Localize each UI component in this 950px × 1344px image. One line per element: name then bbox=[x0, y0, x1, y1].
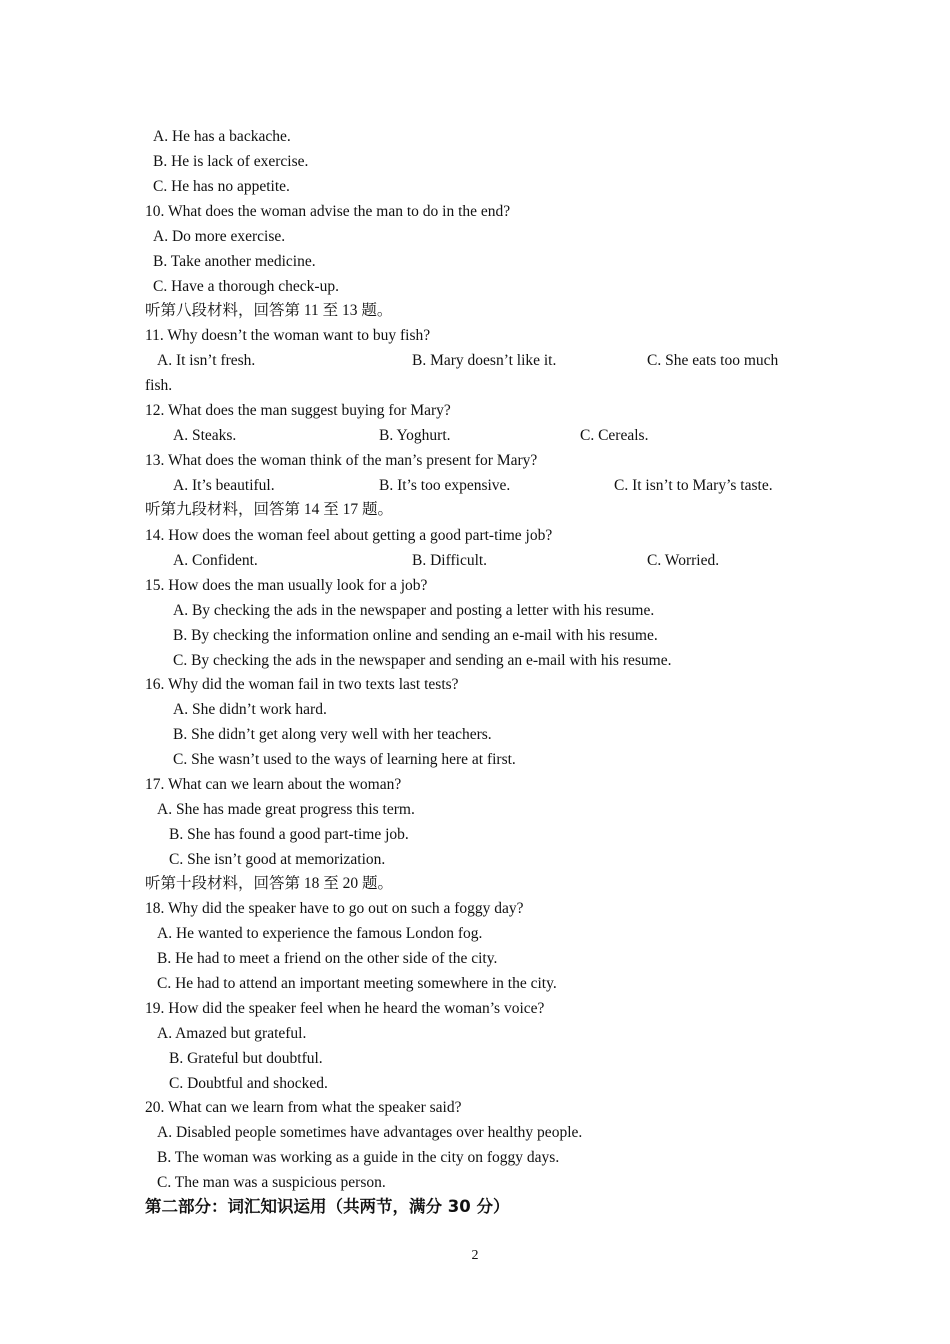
q11-option-c-part2: fish. bbox=[145, 377, 173, 394]
q13-option-b: B. It’s too expensive. bbox=[379, 477, 511, 494]
q11-option-b: B. Mary doesn’t like it. bbox=[412, 352, 557, 369]
q10-option-a: A. Do more exercise. bbox=[153, 228, 286, 245]
q9-option-c: C. He has no appetite. bbox=[153, 178, 290, 195]
q16-option-a: A. She didn’t work hard. bbox=[173, 701, 327, 718]
section-8-instruction: 听第八段材料，回答第 11 至 13 题。 bbox=[145, 302, 393, 319]
q15-option-a: A. By checking the ads in the newspaper and posting a letter with his resume. bbox=[173, 602, 655, 619]
q11-option-c-part1: C. She eats too much bbox=[647, 352, 779, 369]
q17-option-c: C. She isn’t good at memorization. bbox=[169, 851, 386, 868]
q13-option-a: A. It’s beautiful. bbox=[173, 477, 275, 494]
q17-stem: 17. What can we learn about the woman? bbox=[145, 776, 402, 793]
q20-option-a: A. Disabled people sometimes have advantages over healthy people. bbox=[157, 1124, 583, 1141]
q14-option-b: B. Difficult. bbox=[412, 552, 488, 569]
q9-option-a: A. He has a backache. bbox=[153, 128, 291, 145]
q19-option-c: C. Doubtful and shocked. bbox=[169, 1075, 328, 1092]
q13-stem: 13. What does the woman think of the man’s present for Mary? bbox=[145, 452, 538, 469]
q14-option-a: A. Confident. bbox=[173, 552, 258, 569]
q20-option-c: C. The man was a suspicious person. bbox=[157, 1174, 386, 1191]
q10-option-b: B. Take another medicine. bbox=[153, 253, 316, 270]
q12-option-b: B. Yoghurt. bbox=[379, 427, 451, 444]
q18-stem: 18. Why did the speaker have to go out on such a foggy day? bbox=[145, 900, 524, 917]
page-number: 2 bbox=[471, 1248, 479, 1263]
q12-option-c: C. Cereals. bbox=[580, 427, 649, 444]
q12-option-a: A. Steaks. bbox=[173, 427, 237, 444]
q18-option-b: B. He had to meet a friend on the other side of the city. bbox=[157, 950, 498, 967]
q17-option-b: B. She has found a good part-time job. bbox=[169, 826, 409, 843]
q16-option-c: C. She wasn’t used to the ways of learning here at first. bbox=[173, 751, 516, 768]
section-9-instruction: 听第九段材料，回答第 14 至 17 题。 bbox=[145, 501, 394, 518]
q18-option-a: A. He wanted to experience the famous London fog. bbox=[157, 925, 483, 942]
q15-option-b: B. By checking the information online and sending an e-mail with his resume. bbox=[173, 627, 658, 644]
q16-stem: 16. Why did the woman fail in two texts last tests? bbox=[145, 676, 459, 693]
q12-stem: 12. What does the man suggest buying for Mary? bbox=[145, 402, 451, 419]
q16-option-b: B. She didn’t get along very well with her teachers. bbox=[173, 726, 492, 743]
q15-stem: 15. How does the man usually look for a job? bbox=[145, 577, 428, 594]
q14-option-c: C. Worried. bbox=[647, 552, 720, 569]
q20-option-b: B. The woman was working as a guide in the city on foggy days. bbox=[157, 1149, 560, 1166]
q13-option-c: C. It isn’t to Mary’s taste. bbox=[614, 477, 773, 494]
q15-option-c: C. By checking the ads in the newspaper and sending an e-mail with his resume. bbox=[173, 652, 672, 669]
q10-option-c: C. Have a thorough check-up. bbox=[153, 278, 339, 295]
section-10-instruction: 听第十段材料，回答第 18 至 20 题。 bbox=[145, 875, 394, 892]
q10-stem: 10. What does the woman advise the man to do in the end? bbox=[145, 203, 511, 220]
q20-stem: 20. What can we learn from what the speaker said? bbox=[145, 1099, 462, 1116]
q19-stem: 19. How did the speaker feel when he heard the woman’s voice? bbox=[145, 1000, 545, 1017]
q17-option-a: A. She has made great progress this term. bbox=[157, 801, 415, 818]
q19-option-b: B. Grateful but doubtful. bbox=[169, 1050, 323, 1067]
q9-option-b: B. He is lack of exercise. bbox=[153, 153, 309, 170]
q11-option-a: A. It isn’t fresh. bbox=[157, 352, 256, 369]
q19-option-a: A. Amazed but grateful. bbox=[157, 1025, 307, 1042]
q14-stem: 14. How does the woman feel about getting a good part-time job? bbox=[145, 527, 553, 544]
q18-option-c: C. He had to attend an important meeting somewhere in the city. bbox=[157, 975, 557, 992]
q11-stem: 11. Why doesn’t the woman want to buy fish? bbox=[145, 327, 431, 344]
part-2-heading: 第二部分：词汇知识运用（共两节，满分 30 分） bbox=[145, 1197, 510, 1216]
